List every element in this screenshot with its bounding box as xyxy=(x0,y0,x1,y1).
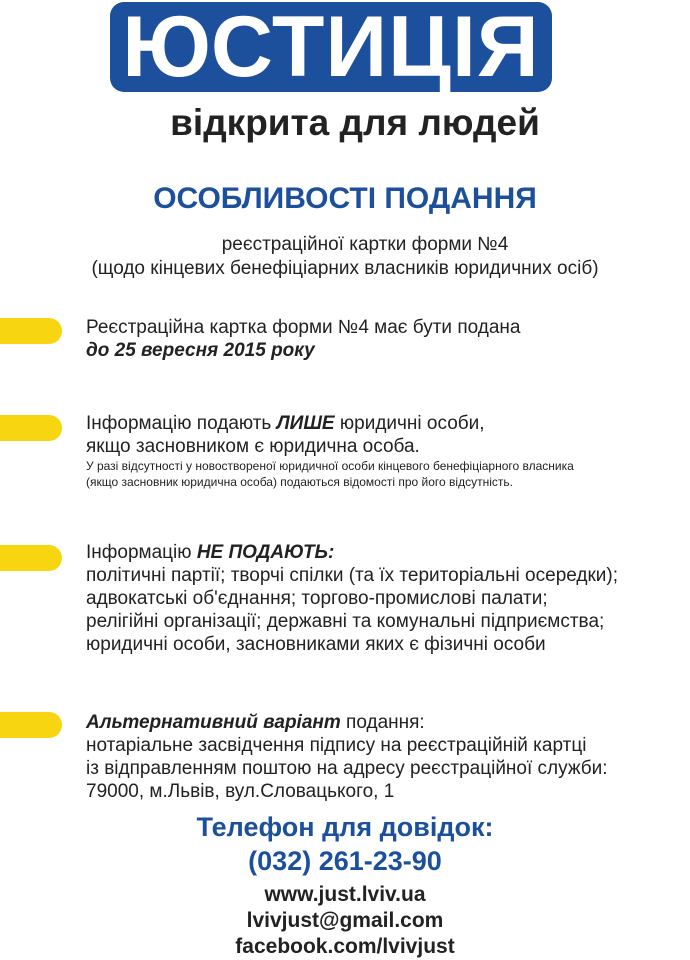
item-alternative-line-3: із відправленням поштою на адресу реєстраційної служби: xyxy=(86,758,608,779)
item-deadline-date: до 25 вересня 2015 року xyxy=(86,340,315,361)
logo-banner xyxy=(110,0,552,95)
item-who-submits-note-1: У разі відсутності у новоствореної юридичної особи кінцевого бенефіціарного власника xyxy=(86,459,574,473)
logo-tagline: відкрита для людей xyxy=(170,102,540,143)
item-who-not-submits-line-3: адвокатські об'єднання; торгово-промислові палати; xyxy=(86,588,548,609)
logo-title: ЮСТИЦІЯ xyxy=(122,0,540,95)
item-who-not-submits-line-5: юридичні особи, засновниками яких є фізичні особи xyxy=(86,634,546,655)
bullet-marker-2 xyxy=(0,415,62,441)
contacts-website[interactable]: www.just.lviv.ua xyxy=(264,883,426,906)
bullet-marker-3 xyxy=(0,545,62,571)
emphasis-alternative: Альтернативний варіант xyxy=(86,712,341,733)
item-deadline-text: Реєстраційна картка форми №4 має бути подана xyxy=(86,317,521,338)
contacts-facebook[interactable]: facebook.com/lvivjust xyxy=(235,935,455,958)
contacts-phone: (032) 261-23-90 xyxy=(248,846,442,876)
item-who-not-submits-line-2: політичні партії; творчі спілки (та їх територіальні осередки); xyxy=(86,565,619,586)
subtitle-line-1: реєстраційної картки форми №4 xyxy=(221,234,509,255)
item-who-submits-line-2: якщо засновником є юридична особа. xyxy=(86,436,420,457)
item-alternative xyxy=(86,711,686,803)
bullet-marker-4 xyxy=(0,712,62,738)
item-alternative-address: 79000, м.Львів, вул.Словацького, 1 xyxy=(86,781,395,802)
subtitle-line-2: (щодо кінцевих бенефіціарних власників юридичних осіб) xyxy=(91,258,599,279)
page-title: ОСОБЛИВОСТІ ПОДАННЯ xyxy=(153,182,537,215)
item-who-submits xyxy=(86,412,686,490)
item-who-submits-line-1: Інформацію подають ЛИШЕ юридичні особи, xyxy=(86,413,485,434)
bullet-marker-1 xyxy=(0,318,62,344)
item-alternative-line-2: нотаріальне засвідчення підпису на реєстраційній картці xyxy=(86,735,587,756)
item-alternative-line-1: Альтернативний варіант подання: xyxy=(86,712,425,733)
item-who-not-submits-line-1: Інформацію НЕ ПОДАЮТЬ: xyxy=(86,542,335,563)
emphasis-only: ЛИШЕ xyxy=(276,413,335,434)
item-who-not-submits-line-4: релігійні організації; державні та комунальні підприємства; xyxy=(86,611,605,632)
emphasis-not-submit: НЕ ПОДАЮТЬ: xyxy=(196,542,335,563)
contacts-title: Телефон для довідок: xyxy=(196,812,494,842)
contacts-email[interactable]: lvivjust@gmail.com xyxy=(246,909,444,932)
item-who-submits-note-2: (якщо засновник юридична особа) подаються відомості про його відсутність. xyxy=(86,475,513,489)
item-deadline xyxy=(86,316,686,362)
item-who-not-submits xyxy=(86,541,686,656)
